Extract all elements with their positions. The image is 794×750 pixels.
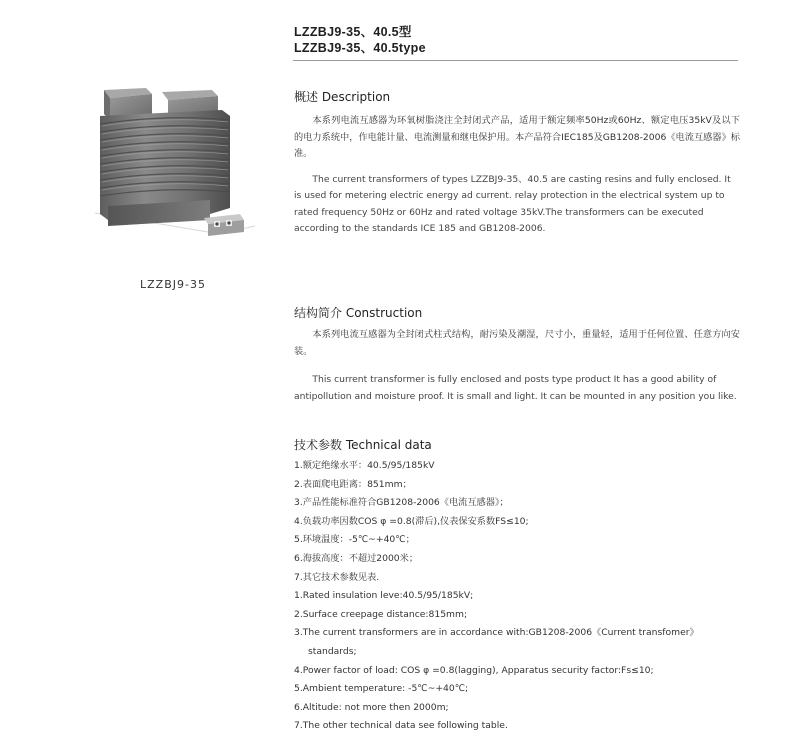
list-item: 3.The current transformers are in accordance with:GB1208-2006《Current transfomer》 (294, 627, 699, 639)
list-item: 3.产品性能标准符合GB1208-2006《电流互感器》； (294, 497, 509, 509)
title-chinese: LZZBJ9-35、40.5型 (294, 25, 412, 39)
product-caption: LZZBJ9-35 (140, 278, 206, 291)
description-paragraph-en: The current transformers of types LZZBJ9-35、40.5 are casting resins and fully enclosed. It is used for metering electric energy ad current. relay protection in the electrical system up to rated frequency 50Hz or 60Hz and rated voltage 35kV.The transformers can be executed according to the standards ICE 185 and GB1208-2006. (294, 173, 731, 234)
construction-paragraph-cn: 本系列电流互感器为全封闭式柱式结构，耐污染及潮湿，尺寸小，重量轻，适用于任何位置、任意方向安装。 (294, 329, 740, 357)
list-item: 6.Altitude: not more then 2000m; (294, 701, 449, 713)
construction-section (294, 305, 740, 405)
description-section (294, 89, 740, 238)
technical-heading: 技术参数 Technical data (294, 438, 432, 452)
list-item: 4.Power factor of load: COS φ =0.8(lagging), Apparatus security factor:Fs≤10; (294, 664, 654, 676)
list-item: 7.The other technical data see following table. (294, 720, 508, 732)
construction-paragraph-en: This current transformer is fully enclosed and posts type product It has a good ability of antipollution and moisture proof. It is small and light. It can be mounted in any position you like. (294, 374, 737, 402)
list-item: 4.负载功率因数COS φ =0.8(滞后),仪表保安系数FS≤10; (294, 515, 529, 527)
technical-list-en (294, 587, 740, 736)
construction-heading: 结构简介 Construction (294, 306, 423, 320)
list-item: 1.额定绝缘水平：40.5/95/185kV (294, 460, 435, 471)
list-item: 5.环境温度：-5℃~+40℃； (294, 534, 415, 546)
technical-section (294, 437, 740, 736)
list-item: standards; (308, 645, 357, 657)
list-item: 5.Ambient temperature: -5℃~+40℃; (294, 683, 469, 695)
description-paragraph-cn: 本系列电流互感器为环氧树脂浇注全封闭式产品，适用于额定频率50Hz或60Hz、额定电压35kV及以下的电力系统中，作电能计量、电流测量和继电保护用。本产品符合IEC185及GB1208-2006《电流互感器》标准。 (294, 115, 740, 159)
product-image-transformer (90, 80, 260, 255)
title-divider (293, 60, 738, 61)
technical-list-cn (294, 457, 740, 587)
title-english: LZZBJ9-35、40.5type (294, 41, 426, 55)
list-item: 2.Surface creepage distance:815mm; (294, 608, 468, 620)
document-title (294, 24, 426, 56)
list-item: 1.Rated insulation leve:40.5/95/185kV; (294, 590, 474, 602)
list-item: 7.其它技术参数见表. (294, 571, 380, 583)
description-heading: 概述 Description (294, 90, 391, 104)
list-item: 6.海拔高度：不超过2000米； (294, 552, 419, 564)
list-item: 2.表面爬电距离：851mm； (294, 478, 412, 490)
